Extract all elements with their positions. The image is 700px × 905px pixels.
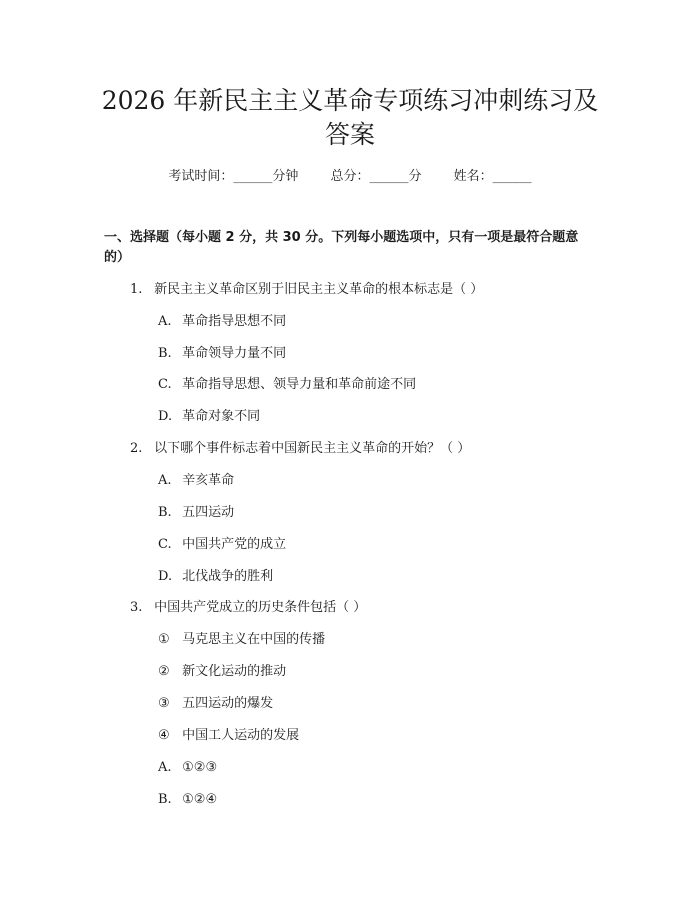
option-text: 革命对象不同 (182, 409, 261, 424)
q3-statement-4 (158, 727, 299, 745)
option-label: A. (158, 473, 172, 488)
option-text: 革命领导力量不同 (182, 346, 287, 361)
statement-label: ④ (158, 728, 170, 743)
option-text: ①②④ (182, 792, 218, 807)
question-text: 新民主主义革命区别于旧民主主义革命的根本标志是（ ） (154, 282, 484, 297)
statement-label: ② (158, 664, 170, 679)
section-heading-line-1: 一、选择题（每小题 2 分，共 30 分。下列每小题选项中，只有一项是最符合题意 (104, 230, 579, 245)
exam-time-field: 考试时间：______分钟 (168, 169, 299, 184)
question-number: 2. (130, 441, 143, 456)
question-text: 中国共产党成立的历史条件包括（ ） (154, 600, 367, 615)
q1-option-d (158, 408, 260, 426)
option-text: 革命指导思想不同 (182, 314, 287, 329)
option-label: C. (158, 537, 172, 552)
statement-text: 中国工人运动的发展 (182, 728, 300, 743)
q2-option-d (158, 568, 273, 586)
option-label: A. (158, 314, 172, 329)
q2-option-b (158, 504, 234, 522)
question-1 (130, 281, 483, 299)
title-line-1: 2026 年新民主主义革命专项练习冲刺练习及 (101, 86, 599, 115)
section-heading-line-2: 的） (104, 250, 131, 265)
option-text: 中国共产党的成立 (182, 537, 287, 552)
q2-option-a (158, 472, 234, 490)
option-label: D. (158, 569, 173, 584)
q1-option-c (158, 376, 416, 394)
option-text: 辛亥革命 (182, 473, 235, 488)
question-2 (130, 440, 470, 458)
q3-statement-1 (158, 631, 325, 649)
option-label: B. (158, 505, 172, 520)
question-number: 1. (130, 282, 143, 297)
total-score-field: 总分：______分 (330, 169, 422, 184)
statement-text: 马克思主义在中国的传播 (182, 632, 326, 647)
statement-label: ③ (158, 696, 170, 711)
q3-option-b (158, 791, 217, 809)
option-label: B. (158, 346, 172, 361)
q1-option-b (158, 345, 286, 363)
q2-option-c (158, 536, 286, 554)
option-text: 五四运动 (182, 505, 235, 520)
exam-info-row (0, 168, 700, 186)
option-label: A. (158, 760, 172, 775)
title-line-2: 答案 (324, 120, 375, 149)
option-text: 革命指导思想、领导力量和革命前途不同 (182, 377, 417, 392)
option-text: ①②③ (182, 760, 218, 775)
statement-label: ① (158, 632, 170, 647)
option-label: B. (158, 792, 172, 807)
q3-statement-2 (158, 663, 286, 681)
option-text: 北伐战争的胜利 (182, 569, 274, 584)
q1-option-a (158, 313, 286, 331)
question-number: 3. (130, 600, 143, 615)
statement-text: 新文化运动的推动 (182, 664, 287, 679)
document-title (60, 84, 640, 152)
option-label: C. (158, 377, 172, 392)
question-text: 以下哪个事件标志着中国新民主主义革命的开始？（ ） (154, 441, 471, 456)
question-3 (130, 599, 366, 617)
student-name-field: 姓名：______ (453, 169, 532, 184)
option-label: D. (158, 409, 173, 424)
section-heading (104, 228, 604, 268)
q3-statement-3 (158, 695, 273, 713)
statement-text: 五四运动的爆发 (182, 696, 274, 711)
q3-option-a (158, 759, 217, 777)
